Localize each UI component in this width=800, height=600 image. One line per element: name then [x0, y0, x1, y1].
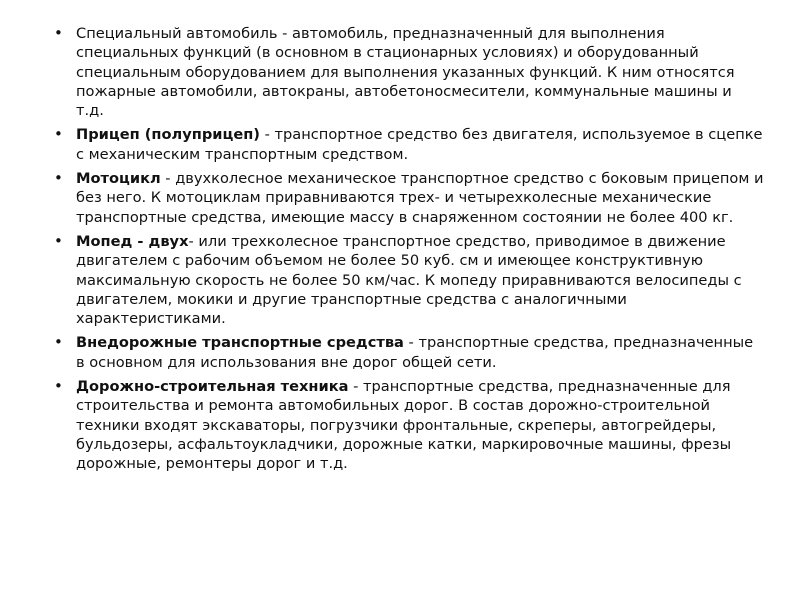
bullet-icon: • [54, 377, 63, 396]
item-text: - транспортные средства, предназначенные в основном для использования вне дорог общей сети. [76, 334, 754, 371]
item-term: Мопед - двух [76, 232, 189, 250]
list-item [54, 169, 764, 227]
item-term: Прицеп (полуприцеп) [76, 126, 260, 144]
item-text: - или трехколесное транспортное средство, приводимое в движение двигателем с рабочим объемом не более 50 куб. см и имеющее конструктивную максимальную скорость не более 50 км/час. К мопеду приравниваются велосипеды с двигателем, мокики и другие транспортные средства с аналогичными характеристиками. [76, 232, 742, 328]
list-item [54, 377, 764, 473]
bullet-icon: • [54, 24, 63, 42]
item-text: - транспортные средства, предназначенные для строительства и ремонта автомобильных дорог. В состав дорожно-строительной техники входят экскаваторы, погрузчики фронтальные, скреперы, автогрейдеры, бульдозеры, асфальтоукладчики, дорожные катки, маркировочные машины, фрезы дорожные, ремонтеры дорог и т.д. [76, 378, 732, 473]
item-text: - двухколесное механическое транспортное средство с боковым прицепом и без него. К мотоциклам приравниваются трех- и четырехколесные механические транспортные средства, имеющие массу в снаряженном состоянии не более 400 кг. [76, 170, 764, 226]
list-item [54, 125, 764, 164]
list-item [54, 333, 764, 372]
definition-list [54, 24, 764, 474]
bullet-icon: • [54, 169, 63, 188]
bullet-icon: • [54, 125, 63, 144]
item-text: Специальный автомобиль - автомобиль, предназначенный для выполнения специальных функций (в основном в стационарных условиях) и оборудованный специальным оборудованием для выполнения указанных функций. К ним относятся пожарные автомобили, автокраны, автобетоносмесители, коммунальные машины и т.д. [76, 25, 735, 120]
list-item [54, 24, 764, 120]
item-text: - транспортное средство без двигателя, используемое в сцепке с механическим транспортным средством. [76, 126, 763, 163]
list-item [54, 232, 764, 328]
item-term: Дорожно-строительная техника [76, 378, 349, 396]
bullet-icon: • [54, 333, 63, 352]
item-term: Внедорожные транспортные средства [76, 334, 404, 352]
item-term: Мотоцикл [76, 170, 161, 188]
bullet-icon: • [54, 231, 63, 250]
